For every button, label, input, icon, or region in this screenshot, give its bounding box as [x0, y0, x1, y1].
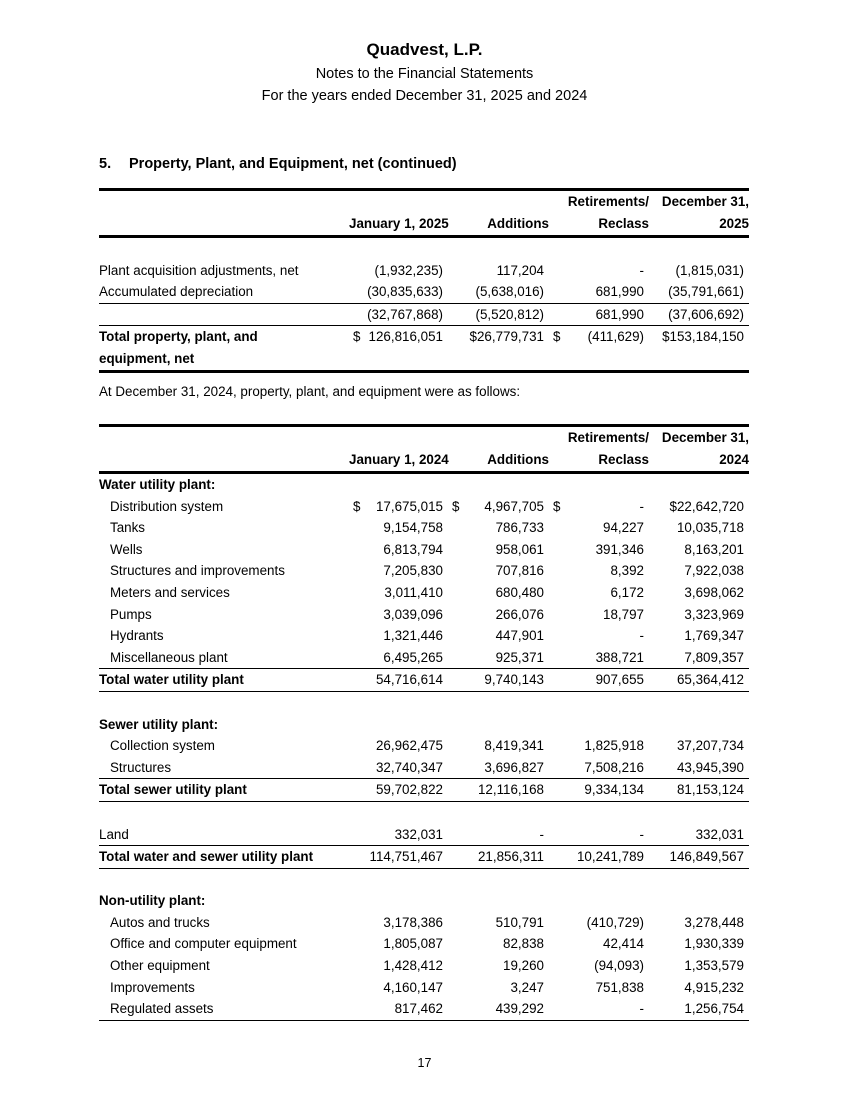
cell-value [349, 496, 448, 518]
table-row [99, 933, 749, 955]
cell-value: 1,805,087 [383, 936, 443, 952]
cell-value [349, 326, 448, 348]
cell-value: 7,809,357 [649, 647, 749, 669]
cell-value: 388,721 [549, 647, 649, 669]
cell-value: 1,930,339 [684, 936, 744, 952]
note-2024-text: At December 31, 2024, property, plant, and equipment were as follows: [99, 384, 521, 399]
table-row [99, 604, 749, 626]
dollar-sign: $ [452, 498, 460, 514]
table-row [99, 496, 749, 518]
section-title-text: Property, Plant, and Equipment, net (continued) [129, 156, 457, 172]
table-row [99, 281, 749, 303]
cell-value: 12,116,168 [448, 779, 549, 802]
table-row [99, 955, 749, 977]
col-header-line1: Retirements/ [549, 426, 649, 450]
cell-value: 114,751,467 [349, 846, 448, 869]
cell-value: 680,480 [495, 584, 544, 600]
cell-value: 10,035,718 [676, 520, 744, 536]
row-label: Structures [99, 757, 349, 779]
cell-value: $22,642,720 [669, 498, 744, 514]
cell-value: 1,256,754 [649, 998, 749, 1020]
header-blank [99, 213, 349, 237]
col-header-line1 [448, 190, 549, 214]
table-row [99, 303, 749, 326]
cell-value: 266,076 [495, 606, 544, 622]
table-row [99, 998, 749, 1020]
reporting-period: For the years ended December 31, 2025 and 2024 [261, 88, 588, 104]
col-header-line2: January 1, 2024 [349, 449, 448, 473]
cell-value: (37,606,692) [649, 303, 749, 326]
row-label: Total property, plant, and [99, 329, 258, 345]
row-label: Pumps [110, 606, 152, 622]
cell-value: - [549, 824, 649, 846]
cell-value: 817,462 [349, 998, 448, 1020]
row-label: Miscellaneous plant [99, 647, 349, 669]
table-row [99, 977, 749, 999]
water-heading: Water utility plant: [99, 477, 216, 492]
cell-value: 3,011,410 [384, 584, 443, 600]
table-row [99, 539, 749, 561]
cell-value: 3,696,827 [448, 757, 549, 779]
cell-value: 4,160,147 [383, 979, 443, 995]
cell-value: 42,414 [603, 936, 644, 952]
row-label: Collection system [110, 738, 215, 754]
document-subtitle: Notes to the Financial Statements [315, 66, 534, 82]
row-label: Tanks [110, 520, 145, 536]
cell-value-text: 126,816,051 [368, 329, 443, 345]
cell-value: 681,990 [549, 281, 649, 303]
cell-value: 958,061 [495, 541, 544, 557]
cell-value: 3,039,096 [383, 606, 443, 622]
cell-value: 1,825,918 [584, 738, 644, 754]
cell-value: 26,962,475 [375, 738, 443, 754]
row-label: Other equipment [110, 958, 210, 974]
nonutility-heading: Non-utility plant: [99, 893, 206, 909]
row-label: Improvements [110, 979, 195, 995]
row-label: Total water and sewer utility plant [99, 846, 349, 869]
cell-value: 146,849,567 [649, 846, 749, 869]
cell-value: 391,346 [595, 541, 644, 557]
row-label: Hydrants [110, 628, 164, 644]
cell-value: 3,278,448 [684, 914, 744, 930]
subtotal-row [99, 779, 749, 802]
cell-value: 707,816 [495, 563, 544, 579]
cell-value: 9,740,143 [448, 669, 549, 692]
header-blank [99, 190, 349, 214]
table-row [99, 517, 749, 539]
col-header-line1 [448, 426, 549, 450]
table-row [99, 824, 749, 846]
cell-value: 925,371 [448, 647, 549, 669]
cell-value: $153,184,150 [662, 329, 744, 345]
col-header-line2: 2025 [649, 213, 749, 237]
group-heading [99, 473, 749, 496]
cell-value: - [639, 628, 644, 644]
cell-value: 7,922,038 [684, 563, 744, 579]
cell-value-text: 4,967,705 [484, 498, 544, 514]
col-header-line2: Reclass [549, 213, 649, 237]
cell-value: 9,154,758 [383, 520, 443, 536]
cell-value: 59,702,822 [349, 779, 448, 802]
cell-value: $26,779,731 [469, 329, 544, 345]
cell-value: 1,353,579 [684, 958, 744, 974]
section-number: 5. [99, 156, 112, 172]
cell-value: 54,716,614 [349, 669, 448, 692]
cell-value: 37,207,734 [676, 738, 744, 754]
dollar-sign: $ [553, 329, 561, 345]
cell-value: 65,364,412 [649, 669, 749, 692]
cell-value [549, 496, 649, 518]
col-header-line2: Additions [448, 449, 549, 473]
cell-value: (32,767,868) [349, 303, 448, 326]
col-header-line2: Additions [448, 213, 549, 237]
cell-value: 332,031 [649, 824, 749, 846]
cell-value: 82,838 [503, 936, 544, 952]
row-label: Meters and services [110, 584, 230, 600]
row-label: Accumulated depreciation [99, 281, 349, 303]
cell-value: 32,740,347 [349, 757, 448, 779]
cell-value: (30,835,633) [349, 281, 448, 303]
cell-value [448, 496, 549, 518]
col-header-line2: January 1, 2025 [349, 213, 448, 237]
cell-value: 6,172 [610, 584, 644, 600]
cell-value: 7,508,216 [549, 757, 649, 779]
subtotal-row [99, 669, 749, 692]
row-label: Land [99, 824, 349, 846]
cell-value: 21,856,311 [448, 846, 549, 869]
col-header-line1: December 31, [649, 190, 749, 214]
cell-value: 18,797 [603, 606, 644, 622]
cell-value-text: 17,675,015 [375, 498, 443, 514]
table-row [99, 912, 749, 934]
sewer-heading: Sewer utility plant: [99, 716, 219, 732]
col-header-line2: 2024 [649, 449, 749, 473]
table-row [99, 735, 749, 757]
cell-value: 8,419,341 [484, 738, 544, 754]
cell-value: 751,838 [595, 979, 644, 995]
cell-value: 1,428,412 [383, 958, 443, 974]
cell-value: (35,791,661) [649, 281, 749, 303]
cell-value: - [549, 998, 649, 1020]
row-label: Total water utility plant [99, 669, 349, 692]
table-row [99, 647, 749, 669]
group-heading [99, 890, 749, 912]
dollar-sign: $ [553, 498, 561, 514]
cell-value: (1,815,031) [675, 262, 744, 278]
total-row [99, 326, 749, 348]
cell-value: 1,769,347 [684, 628, 744, 644]
ppe-table-2025 [99, 188, 749, 373]
cell-value: 3,247 [510, 979, 544, 995]
total-row-cont [99, 348, 749, 371]
cell-value: 907,655 [549, 669, 649, 692]
company-name: Quadvest, L.P. [366, 40, 483, 59]
cell-value: 510,791 [495, 914, 544, 930]
cell-value: 117,204 [496, 262, 544, 278]
row-label: Distribution system [110, 498, 224, 514]
row-label: Autos and trucks [110, 914, 210, 930]
ppe-table-2024 [99, 424, 749, 1021]
subtotal-row [99, 846, 749, 869]
cell-value: 10,241,789 [549, 846, 649, 869]
cell-value-text: - [639, 498, 644, 514]
col-header-line1 [349, 426, 448, 450]
cell-value: - [639, 262, 644, 278]
cell-value: 94,227 [603, 520, 644, 536]
table-row [99, 625, 749, 647]
dollar-sign: $ [353, 498, 361, 514]
row-label: Plant acquisition adjustments, net [99, 262, 299, 278]
row-label: Office and computer equipment [110, 936, 297, 952]
cell-value: 4,915,232 [684, 979, 744, 995]
cell-value: 7,205,830 [383, 563, 443, 579]
cell-value: 332,031 [349, 824, 448, 846]
row-label: Regulated assets [99, 998, 349, 1020]
cell-value: 6,813,794 [383, 541, 443, 557]
row-label: Wells [110, 541, 143, 557]
cell-value: 19,260 [503, 958, 544, 974]
cell-value: 43,945,390 [649, 757, 749, 779]
section-title [99, 156, 457, 172]
cell-value: 1,321,446 [383, 628, 443, 644]
cell-value: 3,698,062 [684, 584, 744, 600]
table-row [99, 560, 749, 582]
row-label: equipment, net [99, 348, 349, 371]
header-blank [99, 426, 349, 450]
col-header-line1 [349, 190, 448, 214]
cell-value: (94,093) [594, 958, 644, 974]
header-blank [99, 449, 349, 473]
cell-value: 439,292 [448, 998, 549, 1020]
cell-value: 6,495,265 [349, 647, 448, 669]
row-label: Structures and improvements [110, 563, 285, 579]
row-label [99, 303, 349, 326]
cell-value: (410,729) [586, 914, 644, 930]
col-header-line2: Reclass [549, 449, 649, 473]
table-row [99, 260, 749, 282]
cell-value: (5,638,016) [448, 281, 549, 303]
cell-value: 786,733 [495, 520, 544, 536]
cell-value: 681,990 [549, 303, 649, 326]
cell-value: (5,520,812) [448, 303, 549, 326]
row-label: Total sewer utility plant [99, 779, 349, 802]
cell-value: 81,153,124 [649, 779, 749, 802]
cell-value: 3,178,386 [383, 914, 443, 930]
col-header-line1: December 31, [649, 426, 749, 450]
cell-value [549, 326, 649, 348]
page-number: 17 [417, 1056, 432, 1070]
cell-value: 8,392 [610, 563, 644, 579]
table-row [99, 582, 749, 604]
group-heading [99, 714, 749, 736]
cell-value-text: (411,629) [587, 329, 644, 345]
cell-value: 3,323,969 [684, 606, 744, 622]
cell-value: 447,901 [495, 628, 544, 644]
dollar-sign: $ [353, 329, 361, 345]
table-row [99, 757, 749, 779]
cell-value: 8,163,201 [684, 541, 744, 557]
cell-value: - [448, 824, 549, 846]
cell-value: (1,932,235) [374, 262, 443, 278]
col-header-line1: Retirements/ [549, 190, 649, 214]
cell-value: 9,334,134 [549, 779, 649, 802]
